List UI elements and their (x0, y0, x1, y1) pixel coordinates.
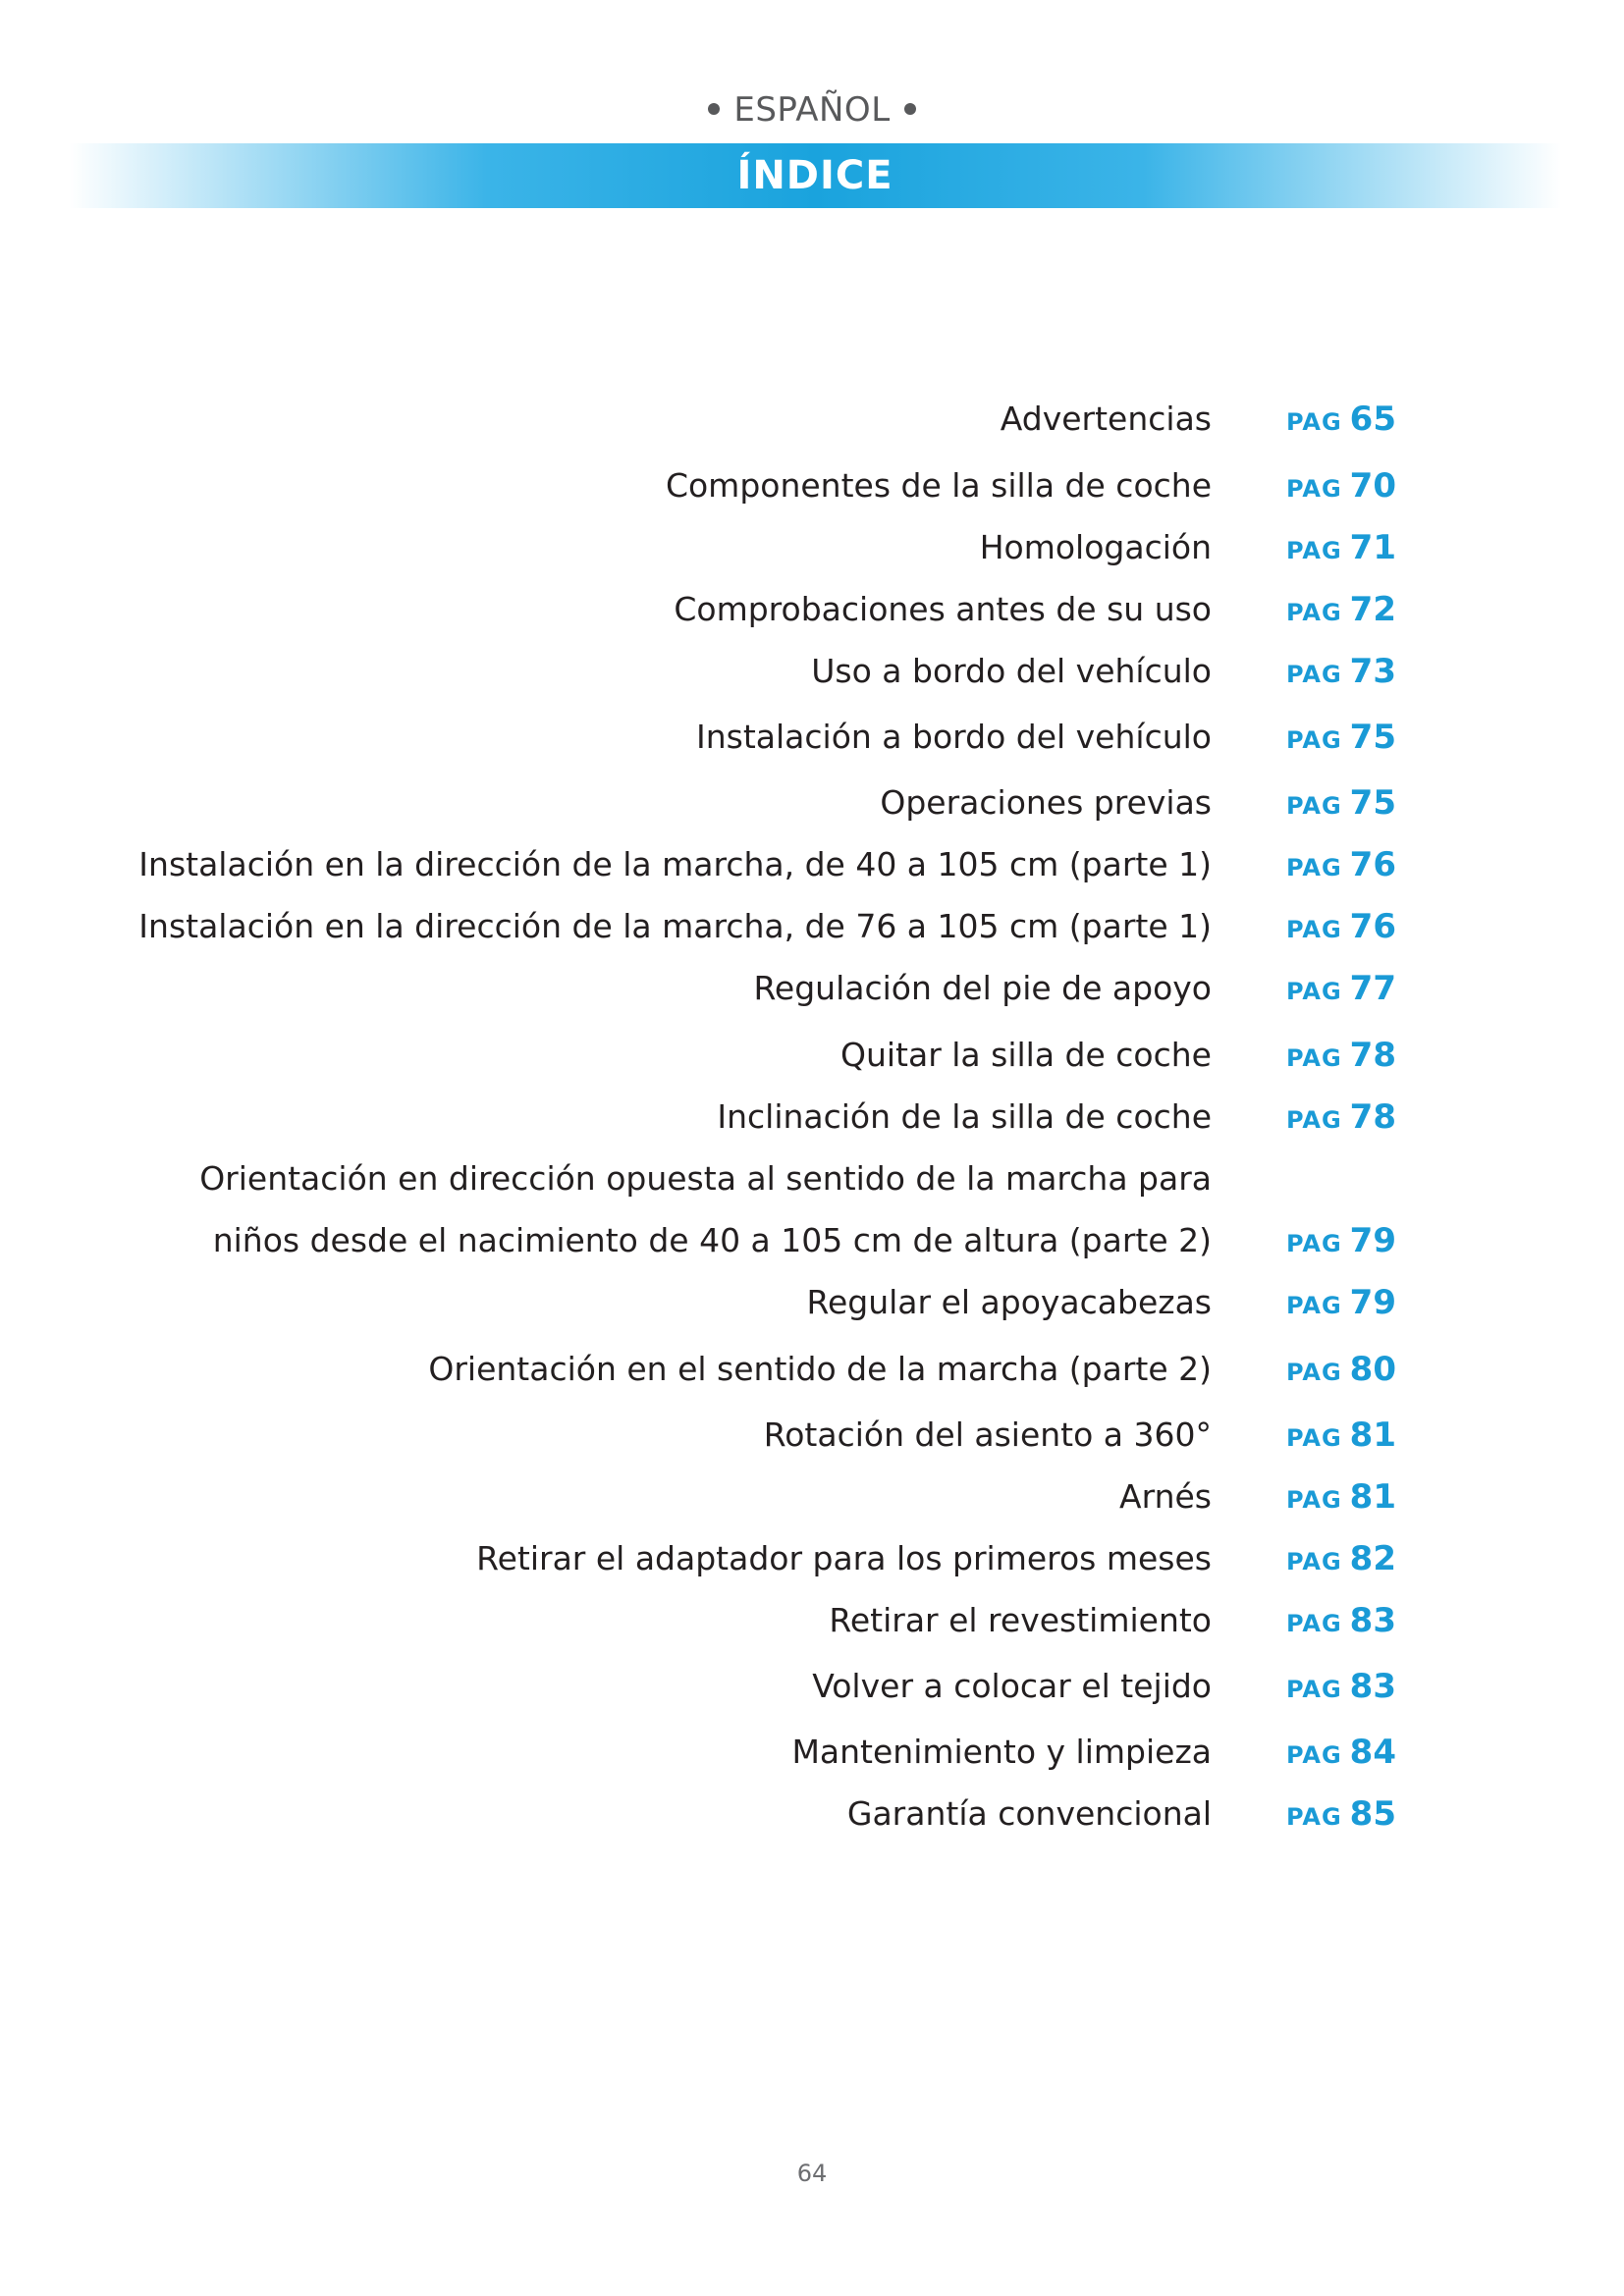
page-prefix: PAG (1286, 1548, 1342, 1575)
page-number-value: 79 (1349, 1283, 1396, 1322)
toc-entry (0, 1728, 1624, 1777)
toc-entry-title: Volver a colocar el tejido (812, 1667, 1212, 1705)
toc-entry-title: Rotación del asiento a 360° (763, 1415, 1212, 1454)
toc-entry (0, 1789, 1624, 1839)
page-prefix: PAG (1286, 1292, 1342, 1319)
toc-entry-page (1286, 1728, 1396, 1783)
page-prefix: PAG (1286, 916, 1342, 943)
page-number-value: 85 (1349, 1794, 1396, 1834)
page-number: 64 (796, 2160, 828, 2187)
page-number-value: 75 (1349, 783, 1396, 823)
toc-entry-title: Regulación del pie de apoyo (753, 969, 1212, 1007)
page-number-value: 72 (1349, 590, 1396, 629)
page-prefix: PAG (1286, 1803, 1342, 1831)
page-prefix: PAG (1286, 599, 1342, 626)
page-number-value: 80 (1349, 1350, 1396, 1389)
page-number-value: 84 (1349, 1733, 1396, 1772)
page-prefix: PAG (1286, 661, 1342, 688)
page-number-value: 70 (1349, 466, 1396, 506)
language-label: ESPAÑOL (733, 90, 891, 130)
toc-entry (0, 1278, 1624, 1327)
page-number-value: 77 (1349, 969, 1396, 1008)
toc-entry-title: Retirar el adaptador para los primeros meses (476, 1539, 1212, 1577)
page-number-value: 76 (1349, 907, 1396, 946)
page-number-value: 81 (1349, 1477, 1396, 1517)
page-number-value: 83 (1349, 1667, 1396, 1706)
page-prefix: PAG (1286, 1676, 1342, 1703)
page-prefix: PAG (1286, 792, 1342, 820)
page-prefix: PAG (1286, 1106, 1342, 1134)
toc-entry-page (1286, 1472, 1396, 1527)
toc-entry-page (1286, 585, 1396, 640)
page-prefix: PAG (1286, 1741, 1342, 1769)
toc-entry-title: Arnés (1119, 1477, 1212, 1516)
toc-entry (0, 1031, 1624, 1080)
page-prefix: PAG (1286, 537, 1342, 564)
page-number-value: 75 (1349, 718, 1396, 757)
page-number-value: 83 (1349, 1601, 1396, 1640)
toc-entry-title: Mantenimiento y limpieza (791, 1733, 1212, 1771)
toc-entry-title: Advertencias (1000, 400, 1212, 438)
toc-entry (0, 523, 1624, 572)
toc-entry-title: Homologación (979, 528, 1212, 566)
page-prefix: PAG (1286, 854, 1342, 881)
toc-entry-title: Orientación en el sentido de la marcha (parte 2) (428, 1350, 1212, 1388)
page-number-value: 73 (1349, 652, 1396, 691)
page-prefix: PAG (1286, 1230, 1342, 1257)
toc-entry-title: Uso a bordo del vehículo (811, 652, 1212, 690)
toc-entry-title: Regular el apoyacabezas (806, 1283, 1212, 1321)
toc-entry (0, 1345, 1624, 1394)
toc-entry (0, 840, 1624, 889)
page-prefix: PAG (1286, 726, 1342, 754)
page-number-value: 82 (1349, 1539, 1396, 1578)
toc-entry-page (1286, 1216, 1396, 1271)
toc-entry-page (1286, 1278, 1396, 1333)
toc-entry (0, 902, 1624, 951)
toc-entry-title: Orientación en dirección opuesta al sentido de la marcha para (199, 1159, 1212, 1198)
toc-entry (0, 647, 1624, 696)
toc-entry-page (1286, 523, 1396, 578)
page-prefix: PAG (1286, 1610, 1342, 1637)
toc-entry-page (1286, 1534, 1396, 1589)
page-number-value: 78 (1349, 1036, 1396, 1075)
page-number-value: 79 (1349, 1221, 1396, 1260)
toc-entry (0, 395, 1624, 444)
page-prefix: PAG (1286, 408, 1342, 436)
toc-entry (0, 1154, 1624, 1203)
page-prefix: PAG (1286, 1359, 1342, 1386)
toc-entry-page (1286, 1031, 1396, 1086)
toc-entry-page (1286, 840, 1396, 895)
toc-entry-page (1286, 1789, 1396, 1844)
page-title: ÍNDICE (736, 153, 893, 198)
page-prefix: PAG (1286, 978, 1342, 1005)
toc-entry (0, 778, 1624, 828)
toc-entry-page (1286, 778, 1396, 833)
toc-entry (0, 1662, 1624, 1711)
toc-entry-title: Garantía convencional (846, 1794, 1212, 1833)
page-prefix: PAG (1286, 1424, 1342, 1452)
toc-entry (0, 1596, 1624, 1645)
toc-entry-page (1286, 713, 1396, 768)
toc-entry-title: Instalación en la dirección de la marcha, de 40 a 105 cm (parte 1) (138, 845, 1212, 883)
toc-entry (0, 1216, 1624, 1265)
page-prefix: PAG (1286, 1044, 1342, 1072)
page-prefix: PAG (1286, 1486, 1342, 1514)
toc-entry (0, 1411, 1624, 1460)
toc-entry (0, 713, 1624, 762)
toc-entry-title: Instalación en la dirección de la marcha, de 76 a 105 cm (parte 1) (138, 907, 1212, 945)
page-number-value: 78 (1349, 1097, 1396, 1137)
toc-entry (0, 585, 1624, 634)
page-number-value: 65 (1349, 400, 1396, 439)
toc-entry-page (1286, 1345, 1396, 1400)
toc-entry-page (1286, 1596, 1396, 1651)
toc-entry (0, 1534, 1624, 1583)
toc-entry-title: Instalación a bordo del vehículo (695, 718, 1212, 756)
page-number-value: 71 (1349, 528, 1396, 567)
toc-entry-title: Comprobaciones antes de su uso (674, 590, 1212, 628)
page-number-value: 76 (1349, 845, 1396, 884)
toc-entry (0, 964, 1624, 1013)
toc-entry-page (1286, 461, 1396, 516)
toc-entry-title: Inclinación de la silla de coche (717, 1097, 1212, 1136)
toc-entry-title: Quitar la silla de coche (839, 1036, 1212, 1074)
toc-entry-page (1286, 1093, 1396, 1148)
toc-entry (0, 1472, 1624, 1522)
page-prefix: PAG (1286, 475, 1342, 503)
toc-entry-page (1286, 647, 1396, 702)
page-number-value: 81 (1349, 1415, 1396, 1455)
toc-entry-title: Componentes de la silla de coche (665, 466, 1212, 505)
toc-entry-title: Operaciones previas (880, 783, 1212, 822)
toc-entry-title: niños desde el nacimiento de 40 a 105 cm de altura (parte 2) (212, 1221, 1212, 1259)
toc-entry (0, 1093, 1624, 1142)
toc-entry-page (1286, 1411, 1396, 1466)
toc-entry (0, 461, 1624, 510)
toc-entry-page (1286, 395, 1396, 450)
toc-entry-title: Retirar el revestimiento (829, 1601, 1212, 1639)
toc-entry-page (1286, 902, 1396, 957)
toc-entry-page (1286, 964, 1396, 1019)
toc-entry-page (1286, 1662, 1396, 1717)
